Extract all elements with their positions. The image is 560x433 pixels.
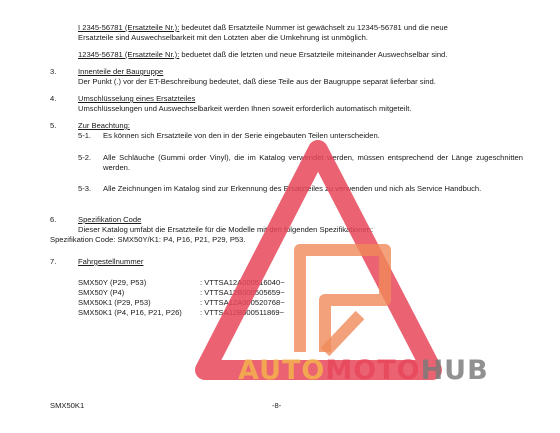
vin-row-1-number: : VTTSA12A000516040~ [200,278,285,287]
intro-line-2 [78,50,447,60]
section-3-number: 3. [50,67,57,76]
section-4-title: Umschlüsselung eines Ersatzteiles [78,94,196,103]
item-5-1-number: 5-1. [78,131,92,140]
section-6-body-1: Dieser Katalog umfabt die Ersatzteile für die Modelle mit den folgenden Spezifikationen: [78,225,374,234]
section-6-title: Spezifikation Code [78,215,142,224]
watermark-part-moto: MOTO [325,355,421,386]
section-7-number: 7. [50,257,57,266]
intro-ref-1: I 2345-56781 (Ersatzteile Nr.): [78,23,180,32]
intro-text-1: bedeutet daß Ersatzteile Nummer ist gewächselt zu 12345-56781 und die neue [179,23,448,32]
footer-page-number: -8- [272,401,282,410]
section-6-body-2: Spezifikation Code: SMX50Y/K1: P4, P16, P21, P29, P53. [50,235,246,244]
section-7-title: Fahrgestellnummer [78,257,144,266]
watermark-part-auto: AUTO [238,355,326,386]
section-3-title: Innenteile der Baugruppe [78,67,164,76]
section-4-body: Umschlüsselungen und Auswechselbarkeit werden Ihnen soweit erforderlich automatisch mitgeteilt. [78,104,412,113]
intro-line-1-cont: Ersatzteile sind Auswechselbarkeit mit den Lotzten aber die Umkehrung ist unmöglich. [78,33,368,42]
intro-line-1 [78,23,448,33]
vin-row-3-model: SMX50K1 (P29, P53) [78,298,151,307]
vin-row-4-number: : VTTSA12B000511869~ [200,308,285,317]
section-4-number: 4. [50,94,57,103]
intro-ref-2: 12345-56781 (Ersatzteile Nr.): [78,50,180,59]
section-6-number: 6. [50,215,57,224]
section-3-body: Der Punkt (.) vor der ET-Beschreibung bedeutet, daß diese Teile aus der Baugruppe separat lieferbar sind. [78,77,436,86]
footer-model: SMX50K1 [50,401,85,410]
vin-row-2-model: SMX50Y (P4) [78,288,125,297]
item-5-3-text: Alle Zeichnungen im Katalog sind zur Erkennung des Ersatzteiles zu verwenden und nich als Service Handbuch. [103,184,482,193]
section-5-title: Zur Beachtung: [78,121,130,130]
vin-row-3-number: : VTTSA12A000520768~ [200,298,285,307]
item-5-1-text: Es können sich Ersatzteile von den in der Serie eingebauten Teilen unterscheiden. [103,131,380,140]
item-5-2-number: 5-2. [78,153,92,162]
section-5-number: 5. [50,121,57,130]
vin-row-2-number: : VTTSA12B000505659~ [200,288,285,297]
item-5-2-text: Alle Schläuche (Gummi order Vinyl), die im Katalog verwendet werden, müssen entsprechend der Länge zugeschnitten werden. [103,153,523,172]
watermark-part-hub: HUB [420,355,489,386]
item-5-3-number: 5-3. [78,184,92,193]
intro-text-2: beduetet daß die letzten und neue Ersatzteile miteinander Auswechselbar sind. [179,50,448,59]
vin-row-1-model: SMX50Y (P29, P53) [78,278,147,287]
vin-row-4-model: SMX50K1 (P4, P16, P21, P26) [78,308,182,317]
